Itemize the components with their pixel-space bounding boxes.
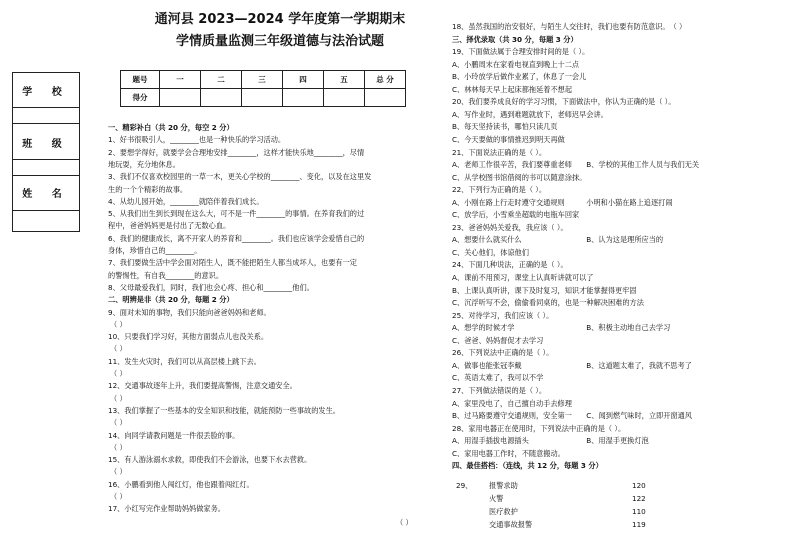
answer-bracket[interactable]: （ ）: [110, 418, 127, 428]
question-line: 26、下列说法中正确的是（ ）。: [452, 348, 554, 358]
question-line: 19、下面做法属于合理安排时间的是（ ）。: [452, 47, 590, 57]
question-line: 4、从幼儿园开始，________就陪伴着我们成长。: [108, 196, 264, 206]
answer-option[interactable]: C、关心他们，体谅他们: [452, 247, 529, 257]
answer-bracket[interactable]: （ ）: [110, 369, 127, 378]
matching-code[interactable]: 119: [632, 520, 646, 529]
score-header-cell: 二: [201, 71, 242, 89]
question-line: 11、发生火灾时，我们可以从高层楼上跳下去。: [108, 356, 261, 366]
question-line: 的警惕性，有自我________的意识。: [108, 270, 224, 280]
answer-bracket[interactable]: （ ）: [110, 319, 127, 329]
section-heading: 四、最佳搭档：（连线，共 12 分，每题 3 分）: [452, 461, 603, 471]
answer-option[interactable]: A、课前不用预习，课堂上认真听讲就可以了: [452, 273, 594, 282]
answer-bracket[interactable]: （ ）: [110, 442, 127, 452]
question-line: 身体，珍惜自己的________。: [108, 246, 202, 255]
matching-code[interactable]: 110: [632, 507, 646, 516]
question-line: 14、向同学请教问题是一件很丢脸的事。: [108, 430, 240, 440]
score-header-cell: 五: [324, 71, 365, 89]
section-heading: 三、择优录取（共 30 分，每题 3 分）: [452, 34, 578, 44]
score-row-label: 得分: [121, 89, 160, 107]
answer-bracket[interactable]: （ ）: [110, 467, 127, 477]
answer-option[interactable]: B、小玲放学后做作业累了，休息了一会儿: [452, 72, 587, 82]
section-heading: 二、明辨是非（共 20 分，每题 2 分）: [108, 295, 234, 305]
question-line: 7、我们要做生活中学会面对陌生人，既不能把陌生人都当成坏人，也要有一定: [108, 258, 357, 268]
question-line: 12、交通事故逐年上升，我们要提高警惕，注意交通安全。: [108, 381, 297, 391]
matching-item[interactable]: 医疗救护: [489, 507, 518, 516]
score-header-cell: 总 分: [365, 71, 406, 89]
score-table-header-row: [121, 71, 406, 89]
answer-option[interactable]: C、林林每天早上起床都拖延着不想起: [452, 84, 573, 94]
question-line: 1、好书很吸引人，________也是一种快乐的学习活动。: [108, 135, 286, 145]
question-line: 13、我们掌握了一些基本的安全知识和技能，就能预防一些事故的发生。: [108, 405, 340, 415]
question-line: 程中，爸爸妈妈更是付出了无数心血。: [108, 221, 231, 231]
question-line: 27、下列做法错误的是（ ）。: [452, 385, 547, 395]
question-line: 18、虽然我国的治安很好，与陌生人交往时，我们也要有防范意识。 （ ）: [452, 22, 687, 31]
matching-item[interactable]: 报警求助: [489, 481, 518, 490]
answer-option[interactable]: C、爸爸、妈妈督促才去学习: [452, 335, 544, 345]
answer-option[interactable]: C、英语太难了，我可以不学: [452, 373, 544, 383]
matching-code[interactable]: 122: [632, 494, 646, 503]
question-line: 22、下列行为正确的是（ ）。: [452, 185, 547, 195]
question-line: 地玩耍，充分地休息。: [108, 159, 180, 169]
question-line: 3、我们不仅喜欢校园里的一草一木，更关心学校的________、变化，以及在这里发: [108, 172, 372, 182]
section-heading: 一、精彩补白（共 20 分，每空 2 分）: [108, 123, 234, 132]
score-header-cell: 三: [242, 71, 283, 89]
answer-option[interactable]: C、沉浮听写不会，偷偷看同桌的，也是一种解决困难的方法: [452, 298, 644, 308]
answer-option[interactable]: A、做事也能张冠李戴 B、这道题太难了，我就不思考了: [452, 360, 692, 370]
answer-option[interactable]: A、小刚在路上行走时遵守交通规则 小明和小猫在路上追逐打闹: [452, 197, 673, 207]
score-header-cell: 四: [283, 71, 324, 89]
score-table-score-row: [121, 89, 406, 107]
question-line: 生的一个个精彩的故事。: [108, 184, 188, 194]
answer-option[interactable]: C、放学后，小雪乘坐超载的电瓶车回家: [452, 210, 580, 220]
divider: [13, 175, 79, 176]
answer-bracket[interactable]: （ ）: [396, 518, 413, 527]
answer-option[interactable]: B、每天坚持读书，哪怕只读几页: [452, 122, 558, 132]
answer-option[interactable]: A、家里没电了，自己擅自动手去修理: [452, 398, 572, 408]
answer-option[interactable]: A、写作业时，遇到难题就放下，老师迟早会讲。: [452, 109, 608, 119]
question-line: 21、下面说法正确的是（ ）。: [452, 147, 547, 157]
score-cell[interactable]: [201, 89, 242, 107]
question-line: 23、爸爸妈妈关爱我，我应该（ ）。: [452, 222, 568, 232]
question-line: 9、面对未知的事物，我们只能向爸爸妈妈和老师。: [108, 307, 271, 317]
score-cell[interactable]: [365, 89, 406, 107]
answer-option[interactable]: B、过马路要遵守交通规则，安全第一 C、闻到燃气味时，立即开窗通风: [452, 411, 692, 421]
answer-option[interactable]: A、想学的时候才学 B、积极主动地自己去学习: [452, 323, 671, 333]
answer-option[interactable]: C、从学校图书馆借阅的书可以随意涂抹。: [452, 172, 587, 182]
exam-subtitle: 学情质量监测三年级道德与法治试题: [175, 34, 384, 49]
question-line: 24、下面几种说法，正确的是（ ）。: [452, 260, 568, 270]
question-line: 28、家用电器正在使用时，下列说法中正确的是（ ）。: [452, 423, 626, 433]
question-line: 6、我们的健康成长，离不开家人的养育和________。我们也应该学会爱惜自己的: [108, 233, 365, 243]
class-label: 班 级: [22, 139, 70, 150]
name-write-line[interactable]: [13, 210, 79, 211]
matching-item[interactable]: 火警: [489, 494, 504, 503]
question-line: 25、对待学习，我们应该（ ）。: [452, 310, 554, 320]
class-write-line[interactable]: [13, 159, 79, 160]
answer-option[interactable]: B、上课认真听讲，课下及时复习，知识才能掌握得更牢固: [452, 285, 637, 295]
student-info-box: [12, 72, 80, 232]
answer-option[interactable]: A、小鹏周末在家看电视直到晚上十二点: [452, 59, 580, 69]
answer-option[interactable]: A、想要什么就买什么 B、认为这是理所应当的: [452, 235, 664, 245]
exam-title: 通河县 2023—2024 学年度第一学期期末: [154, 12, 406, 27]
question-line: 2、要想学得好，就要学会合理地安排________，这样才能快乐地________，尽情: [108, 147, 365, 157]
matching-item[interactable]: 交通事故报警: [489, 520, 533, 529]
school-label: 学 校: [22, 87, 70, 98]
question-line: 8、父母最爱我们，同时，我们也会心疼、担心和________他们。: [108, 282, 314, 292]
divider: [13, 123, 79, 124]
score-header-cell: 题号: [121, 71, 160, 89]
question-line: 5、从我们出生到长到现在这么大，可不是一件________的事情。在养育我们的过: [108, 209, 365, 219]
question-line: 20、我们要养成良好的学习习惯，下面做法中，你认为正确的是（ ）。: [452, 97, 676, 107]
answer-bracket[interactable]: （ ）: [110, 344, 127, 354]
answer-option[interactable]: A、用湿手插拔电源插头 B、用湿手更换灯泡: [452, 436, 649, 446]
answer-option[interactable]: A、老师工作很辛苦，我们要尊重老师 B、学校的其他工作人员与我们无关: [452, 160, 700, 170]
answer-bracket[interactable]: （ ）: [110, 492, 127, 501]
answer-option[interactable]: C、家用电器工作时，不随意搬动。: [452, 448, 565, 458]
school-write-line[interactable]: [13, 107, 79, 108]
score-cell[interactable]: [283, 89, 324, 107]
name-label: 姓 名: [22, 189, 70, 200]
question-line: 17、小红写完作业帮助妈妈做家务。: [108, 504, 225, 514]
question-line: 15、有人游泳溺水求救，即使我们不会游泳，也要下水去营救。: [108, 455, 312, 465]
matching-code[interactable]: 120: [632, 481, 646, 490]
score-cell[interactable]: [160, 89, 201, 107]
score-cell[interactable]: [324, 89, 365, 107]
matching-question-number: 29、: [456, 481, 473, 490]
score-table: [120, 70, 406, 107]
question-line: 16、小鹏看到他人闯红灯，他也跟着闯红灯。: [108, 479, 254, 489]
score-cell[interactable]: [242, 89, 283, 107]
answer-bracket[interactable]: （ ）: [110, 393, 127, 403]
answer-option[interactable]: C、今天要做的事情推迟到明天再做: [452, 134, 565, 144]
question-line: 10、只要我们学习好，其他方面弱点儿也没关系。: [108, 332, 269, 342]
score-header-cell: 一: [160, 71, 201, 89]
